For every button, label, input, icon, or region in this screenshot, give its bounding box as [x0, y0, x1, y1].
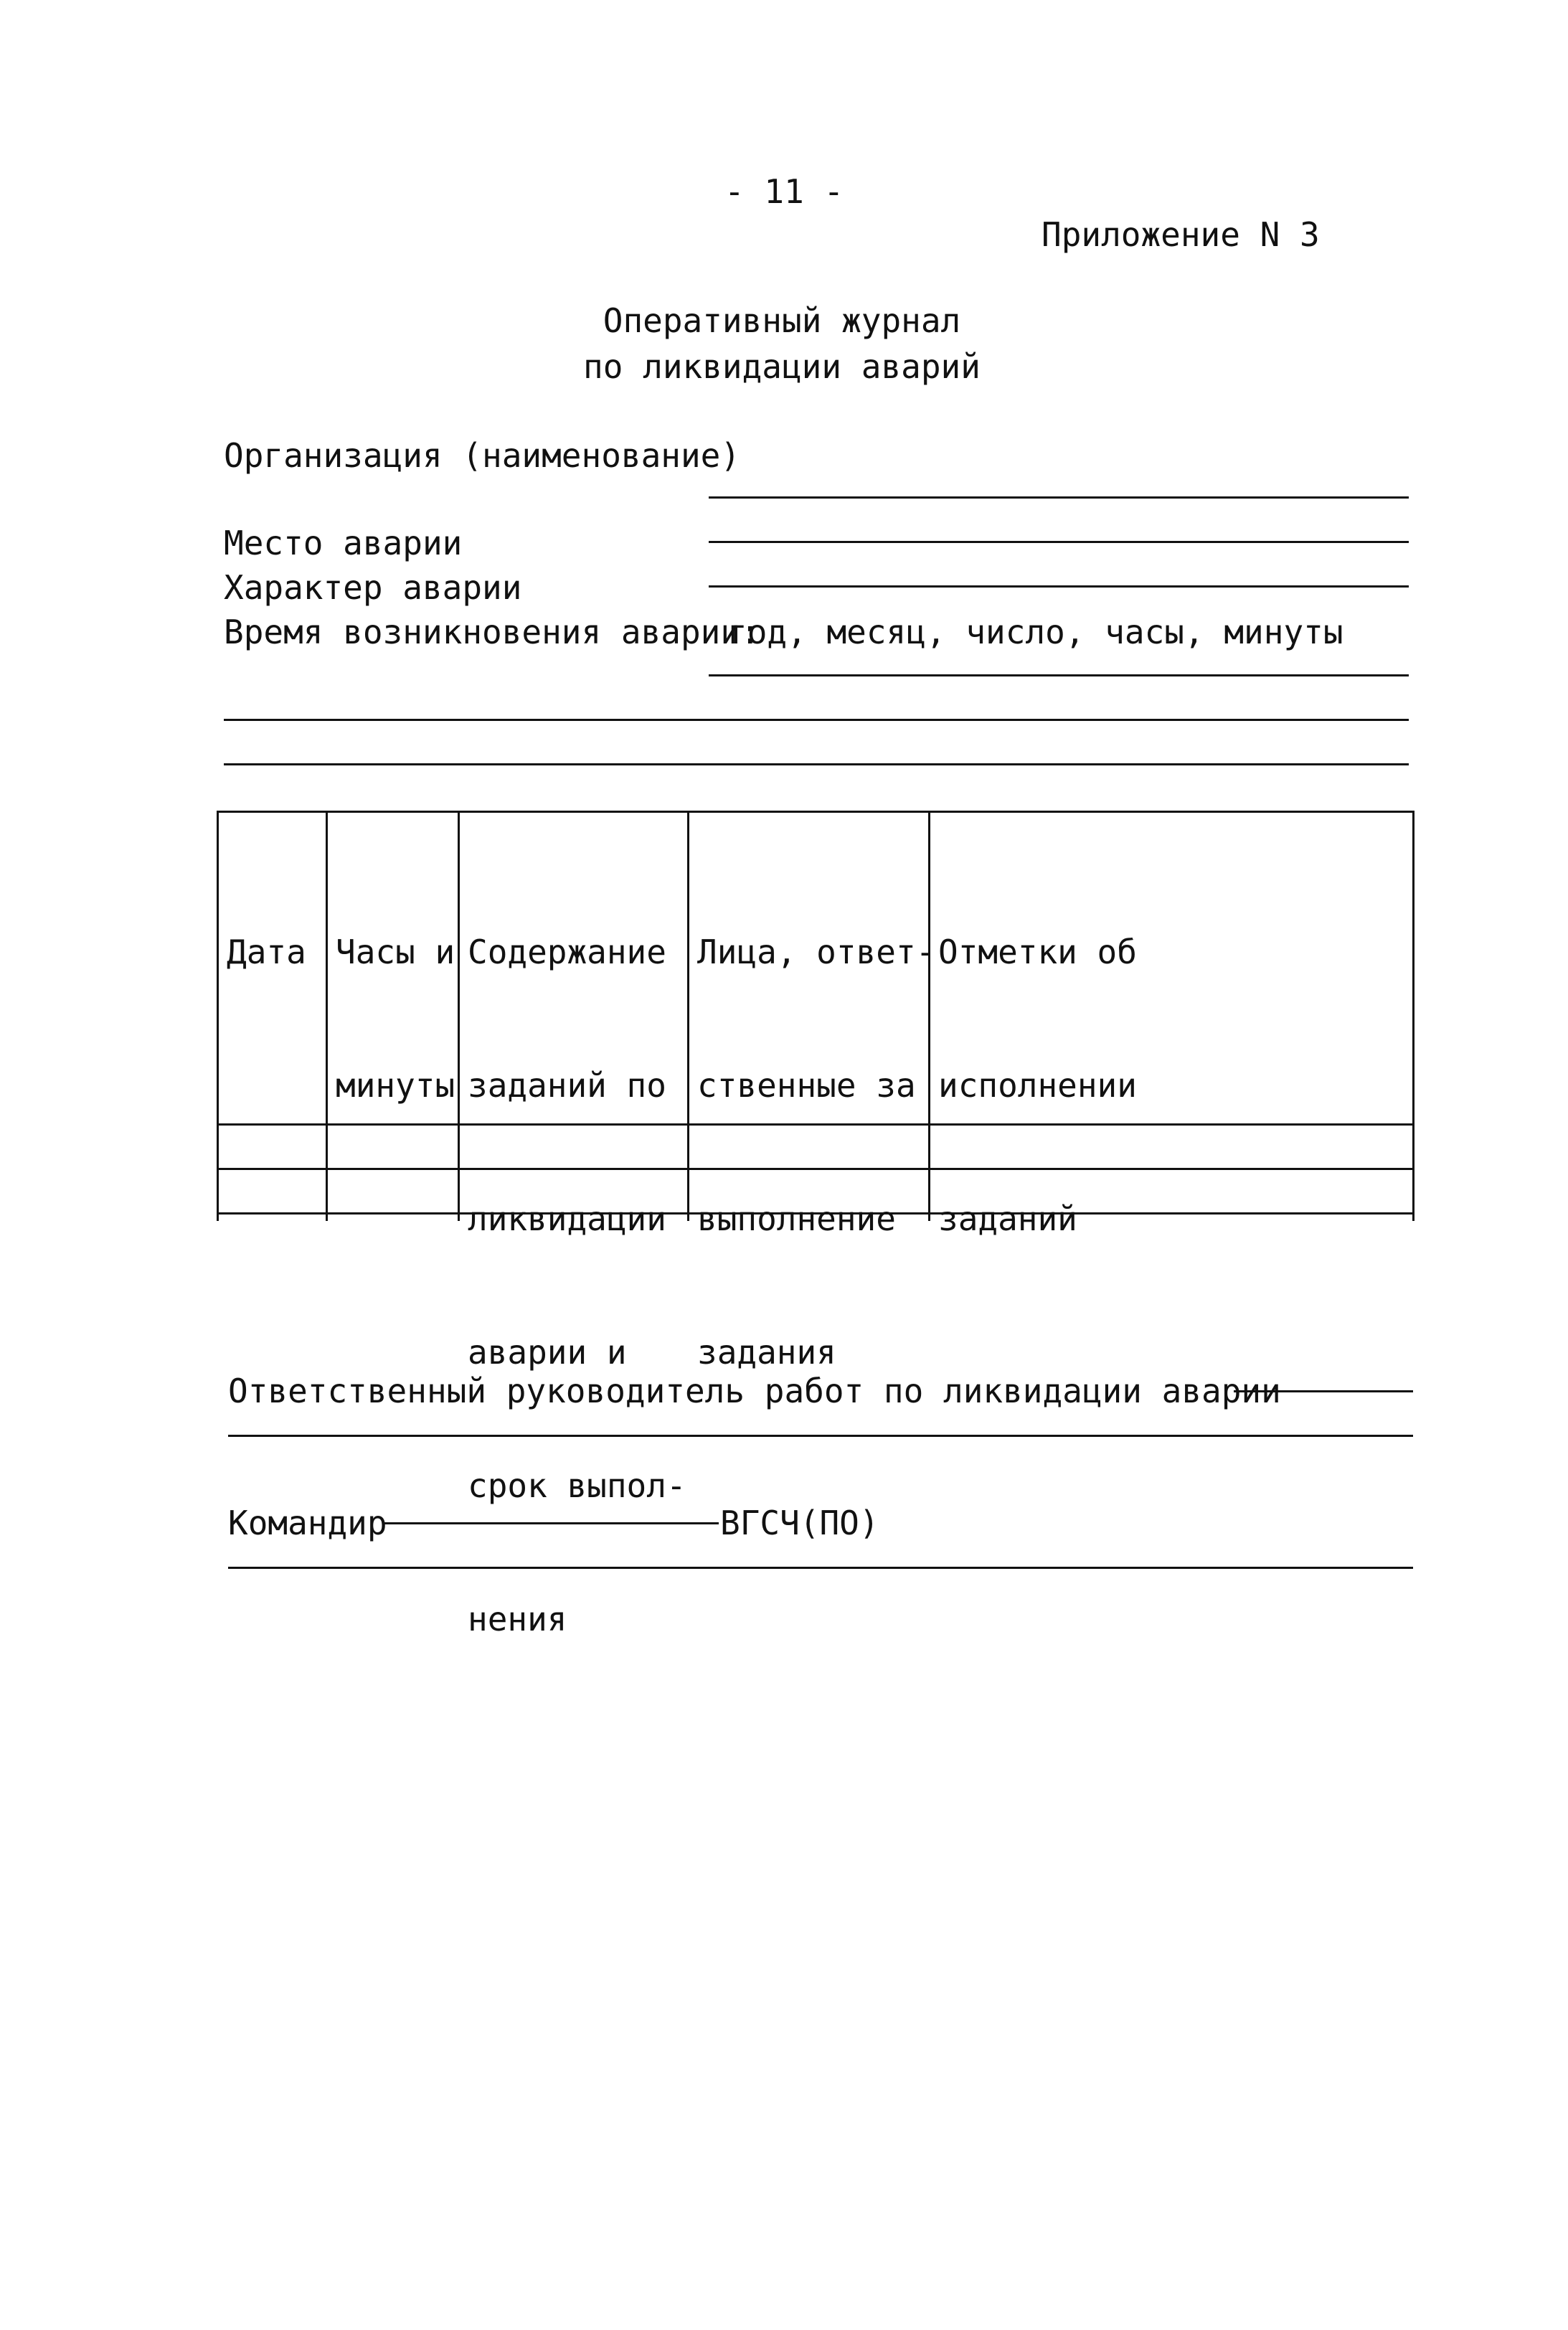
title-line-1: Оперативный журнал [603, 301, 961, 340]
column-header-tasks-line: аварии и [468, 1333, 627, 1372]
appendix-label: Приложение N 3 [1042, 215, 1320, 254]
table-border-left [217, 811, 219, 1221]
commander-extra-line[interactable] [228, 1567, 1413, 1569]
column-header-time-line: минуты [336, 1066, 455, 1105]
column-header-date-line: Дата [227, 933, 306, 971]
time-parts: год, месяц, число, часы, минуты [727, 613, 1343, 651]
column-header-time-line: Часы и [336, 933, 455, 971]
column-header-responsible-line: выполнение [697, 1199, 896, 1238]
blank-line-2[interactable] [224, 763, 1409, 765]
column-header-tasks-line: нения [468, 1600, 567, 1638]
column-header-tasks-line: заданий по [468, 1066, 666, 1105]
table-top-border [217, 811, 1414, 813]
responsible-label: Ответственный руководитель работ по ликвидации аварии [228, 1372, 1281, 1410]
table-divider-2 [458, 811, 460, 1221]
column-header-marks [938, 841, 1137, 1330]
column-header-tasks [468, 841, 686, 1730]
time-label: Время возникновения аварии: [224, 613, 760, 651]
place-label: Место аварии [224, 524, 463, 562]
responsible-extra-line[interactable] [228, 1435, 1413, 1437]
column-header-time [336, 841, 455, 1197]
column-header-marks-line: Отметки об [938, 933, 1137, 971]
column-header-marks-line: заданий [938, 1199, 1077, 1238]
page-number: - 11 - [724, 172, 844, 211]
column-header-tasks-line: срок выпол- [468, 1466, 686, 1505]
column-header-tasks-line: Содержание [468, 933, 666, 971]
time-line[interactable] [709, 674, 1409, 676]
table-header-separator [217, 1123, 1414, 1126]
unit-label: ВГСЧ(ПО) [720, 1504, 879, 1542]
column-header-marks-line: исполнении [938, 1066, 1137, 1105]
column-header-responsible-line: Лица, ответ- [697, 933, 936, 971]
column-header-tasks-line: ликвидации [468, 1199, 666, 1238]
responsible-signature-line[interactable] [1234, 1390, 1413, 1392]
commander-signature-line[interactable] [383, 1522, 719, 1524]
character-label: Характер аварии [224, 568, 522, 607]
character-line[interactable] [709, 585, 1409, 588]
column-header-date [227, 841, 306, 1063]
table-row-line-2[interactable] [217, 1212, 1414, 1214]
column-header-responsible [697, 841, 935, 1463]
table-border-right [1412, 811, 1414, 1221]
table-row-line-1[interactable] [217, 1168, 1414, 1170]
column-header-responsible-line: ственные за [697, 1066, 916, 1105]
place-line[interactable] [709, 541, 1409, 543]
commander-label: Командир [228, 1504, 387, 1542]
column-header-responsible-line: задания [697, 1333, 836, 1372]
title-line-2: по ликвидации аварий [583, 347, 981, 386]
table-divider-1 [326, 811, 328, 1221]
organization-line[interactable] [709, 496, 1409, 499]
blank-line-1[interactable] [224, 719, 1409, 721]
table-divider-3 [687, 811, 689, 1221]
organization-label: Организация (наименование) [224, 436, 741, 475]
